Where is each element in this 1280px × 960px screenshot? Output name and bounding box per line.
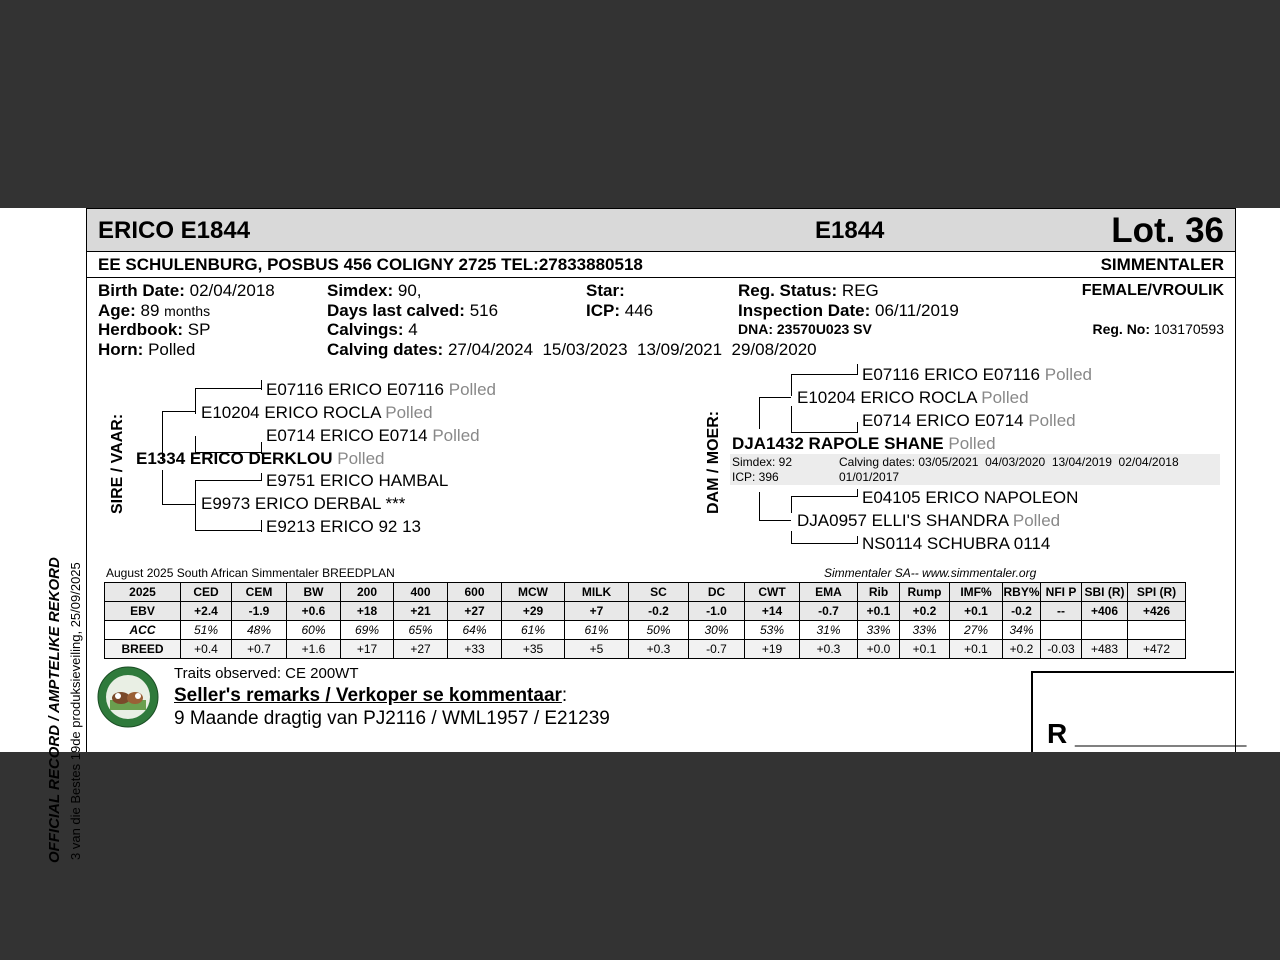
birth-date: Birth Date: 02/04/2018 xyxy=(98,281,275,300)
dam-icp: ICP: 396 xyxy=(732,470,779,484)
table-cell: +472 xyxy=(1128,640,1186,659)
table-cell: SPI (R) xyxy=(1128,583,1186,602)
table-cell: -0.7 xyxy=(800,602,858,621)
sire-dam-dam: E9213 ERICO 92 13 xyxy=(266,517,421,536)
table-cell: +0.4 xyxy=(181,640,232,659)
table-cell: BREED xyxy=(105,640,181,659)
breeder-bar xyxy=(87,251,1235,278)
table-cell: 200 xyxy=(341,583,394,602)
traits-observed: Traits observed: CE 200WT xyxy=(174,665,359,682)
table-cell: CEM xyxy=(232,583,287,602)
dam-dam-sire: E04105 ERICO NAPOLEON xyxy=(862,488,1079,507)
table-cell: ACC xyxy=(105,621,181,640)
table-cell xyxy=(1082,621,1128,640)
animal-name: ERICO E1844 xyxy=(98,217,251,244)
table-cell: +18 xyxy=(341,602,394,621)
herdbook: Herdbook: SP xyxy=(98,320,211,339)
dam-simdex: Simdex: 92 xyxy=(732,455,793,469)
sire-sire-sire: E07116 ERICO E07116 Polled xyxy=(266,380,496,399)
dam-dam: DJA0957 ELLI'S SHANDRA Polled xyxy=(797,511,1061,530)
table-cell: IMF% xyxy=(950,583,1003,602)
table-cell: 53% xyxy=(745,621,800,640)
table-cell: +426 xyxy=(1128,602,1186,621)
table-cell: -0.03 xyxy=(1041,640,1082,659)
age: Age: 89 months xyxy=(98,301,211,320)
dam-sire-sire: E07116 ERICO E07116 Polled xyxy=(862,365,1092,384)
table-cell xyxy=(1128,621,1186,640)
title-bar xyxy=(87,208,1235,252)
table-cell: 48% xyxy=(232,621,287,640)
table-cell: +35 xyxy=(502,640,565,659)
table-cell: 27% xyxy=(950,621,1003,640)
table-cell: CWT xyxy=(745,583,800,602)
table-cell: +27 xyxy=(394,640,448,659)
dam-calving-dates: Calving dates: 03/05/2021 04/03/2020 13/04/2019 02/04/2018 xyxy=(839,455,1179,469)
table-cell: 50% xyxy=(629,621,689,640)
table-caption: August 2025 South African Simmentaler BREEDPLAN xyxy=(106,566,395,580)
animal-id: E1844 xyxy=(815,217,885,244)
table-cell: 400 xyxy=(394,583,448,602)
table-cell: MILK xyxy=(565,583,629,602)
table-cell: SC xyxy=(629,583,689,602)
sire-name: E1334 ERICO DERKLOU Polled xyxy=(136,449,385,468)
table-cell: 65% xyxy=(394,621,448,640)
table-cell: 600 xyxy=(448,583,502,602)
table-cell: +2.4 xyxy=(181,602,232,621)
table-cell: +406 xyxy=(1082,602,1128,621)
simmentaler-logo xyxy=(97,666,159,728)
table-cell: +19 xyxy=(745,640,800,659)
table-cell: +0.1 xyxy=(900,640,950,659)
calving-dates: Calving dates: 27/04/2024 15/03/2023 13/09/2021 29/08/2020 xyxy=(327,340,817,359)
table-cell: RBY% xyxy=(1003,583,1041,602)
table-cell: +7 xyxy=(565,602,629,621)
table-cell: +27 xyxy=(448,602,502,621)
table-cell: -0.7 xyxy=(689,640,745,659)
table-cell: SBI (R) xyxy=(1082,583,1128,602)
sex: FEMALE/VROULIK xyxy=(1081,282,1224,299)
r-price-line[interactable]: R ___________ xyxy=(1047,718,1247,749)
official-record-label: OFFICIAL RECORD / AMPTELIKE REKORD xyxy=(46,557,63,863)
table-source: Simmentaler SA-- www.simmentaler.org xyxy=(824,566,1037,580)
table-cell: EBV xyxy=(105,602,181,621)
lot-sheet xyxy=(0,208,1280,863)
table-cell: 61% xyxy=(565,621,629,640)
sire-label: SIRE / VAAR: xyxy=(109,413,126,514)
dna: DNA: 23570U023 SV xyxy=(738,321,872,337)
table-cell: Rib xyxy=(858,583,900,602)
breeder-info: EE SCHULENBURG, POSBUS 456 COLIGNY 2725 TEL:27833880518 xyxy=(98,255,643,274)
reg-no: Reg. No: 103170593 xyxy=(1092,321,1224,337)
table-cell: 33% xyxy=(858,621,900,640)
dam-label: DAM / MOER: xyxy=(705,410,722,514)
table-cell: +0.7 xyxy=(232,640,287,659)
sire-sire-dam: E0714 ERICO E0714 Polled xyxy=(266,426,480,445)
table-cell: 30% xyxy=(689,621,745,640)
table-cell: +0.1 xyxy=(950,640,1003,659)
days-last-calved: Days last calved: 516 xyxy=(327,301,499,320)
table-cell: +0.6 xyxy=(287,602,341,621)
table-cell: -0.2 xyxy=(629,602,689,621)
table-cell: 61% xyxy=(502,621,565,640)
dam-dam-dam: NS0114 SCHUBRA 0114 xyxy=(862,534,1051,553)
dam-sire: E10204 ERICO ROCLA Polled xyxy=(797,388,1029,407)
remarks-text: 9 Maande dragtig van PJ2116 / WML1957 / E21239 xyxy=(174,708,610,729)
table-cell: -1.0 xyxy=(689,602,745,621)
dam-sire-dam: E0714 ERICO E0714 Polled xyxy=(862,411,1076,430)
table-cell: 34% xyxy=(1003,621,1041,640)
table-cell: 69% xyxy=(341,621,394,640)
remarks-title: Seller's remarks / Verkoper se kommentaar: xyxy=(174,685,568,706)
table-cell: +17 xyxy=(341,640,394,659)
table-cell: +0.1 xyxy=(950,602,1003,621)
table-cell: 33% xyxy=(900,621,950,640)
table-cell: +0.3 xyxy=(800,640,858,659)
simdex: Simdex: 90, xyxy=(327,281,422,300)
sire-sire: E10204 ERICO ROCLA Polled xyxy=(201,403,433,422)
table-cell: Rump xyxy=(900,583,950,602)
table-cell: +0.2 xyxy=(1003,640,1041,659)
table-cell: -- xyxy=(1041,602,1082,621)
calvings: Calvings: 4 xyxy=(327,320,418,339)
dam-name: DJA1432 RAPOLE SHANE Polled xyxy=(732,434,996,453)
table-cell: +33 xyxy=(448,640,502,659)
table-cell: 60% xyxy=(287,621,341,640)
table-cell: NFI P xyxy=(1041,583,1082,602)
table-acc-row xyxy=(105,621,1186,640)
table-ebv-row xyxy=(105,602,1186,621)
table-cell: 31% xyxy=(800,621,858,640)
sale-name-label: 3 van die Bestes 19de produksieveiling, 25/09/2025 xyxy=(68,562,83,860)
ebv-table xyxy=(104,582,1186,659)
dam-calving-dates-cont: 01/01/2017 xyxy=(839,470,900,484)
table-cell xyxy=(1041,621,1082,640)
table-cell: BW xyxy=(287,583,341,602)
table-cell: +0.1 xyxy=(858,602,900,621)
table-cell: +0.0 xyxy=(858,640,900,659)
table-cell: +483 xyxy=(1082,640,1128,659)
table-cell: 64% xyxy=(448,621,502,640)
table-cell: CED xyxy=(181,583,232,602)
table-header-row xyxy=(105,583,1186,602)
table-cell: +1.6 xyxy=(287,640,341,659)
table-cell: +14 xyxy=(745,602,800,621)
table-cell: +5 xyxy=(565,640,629,659)
star: Star: xyxy=(586,281,625,300)
table-cell: 2025 xyxy=(105,583,181,602)
table-cell: -0.2 xyxy=(1003,602,1041,621)
table-cell: -1.9 xyxy=(232,602,287,621)
table-cell: +0.2 xyxy=(900,602,950,621)
breed-name: SIMMENTALER xyxy=(1100,255,1224,274)
inspection-date: Inspection Date: 06/11/2019 xyxy=(738,301,959,320)
table-cell: EMA xyxy=(800,583,858,602)
lot-number: Lot. 36 xyxy=(1111,211,1224,250)
table-cell: 51% xyxy=(181,621,232,640)
reg-status: Reg. Status: REG xyxy=(738,281,879,300)
table-cell: +29 xyxy=(502,602,565,621)
table-cell: +21 xyxy=(394,602,448,621)
sire-dam: E9973 ERICO DERBAL *** xyxy=(201,494,406,513)
table-breed-row xyxy=(105,640,1186,659)
horn: Horn: Polled xyxy=(98,340,196,359)
table-cell: DC xyxy=(689,583,745,602)
table-cell: +0.3 xyxy=(629,640,689,659)
table-cell: MCW xyxy=(502,583,565,602)
icp: ICP: 446 xyxy=(586,301,654,320)
sire-dam-sire: E9751 ERICO HAMBAL xyxy=(266,471,449,490)
